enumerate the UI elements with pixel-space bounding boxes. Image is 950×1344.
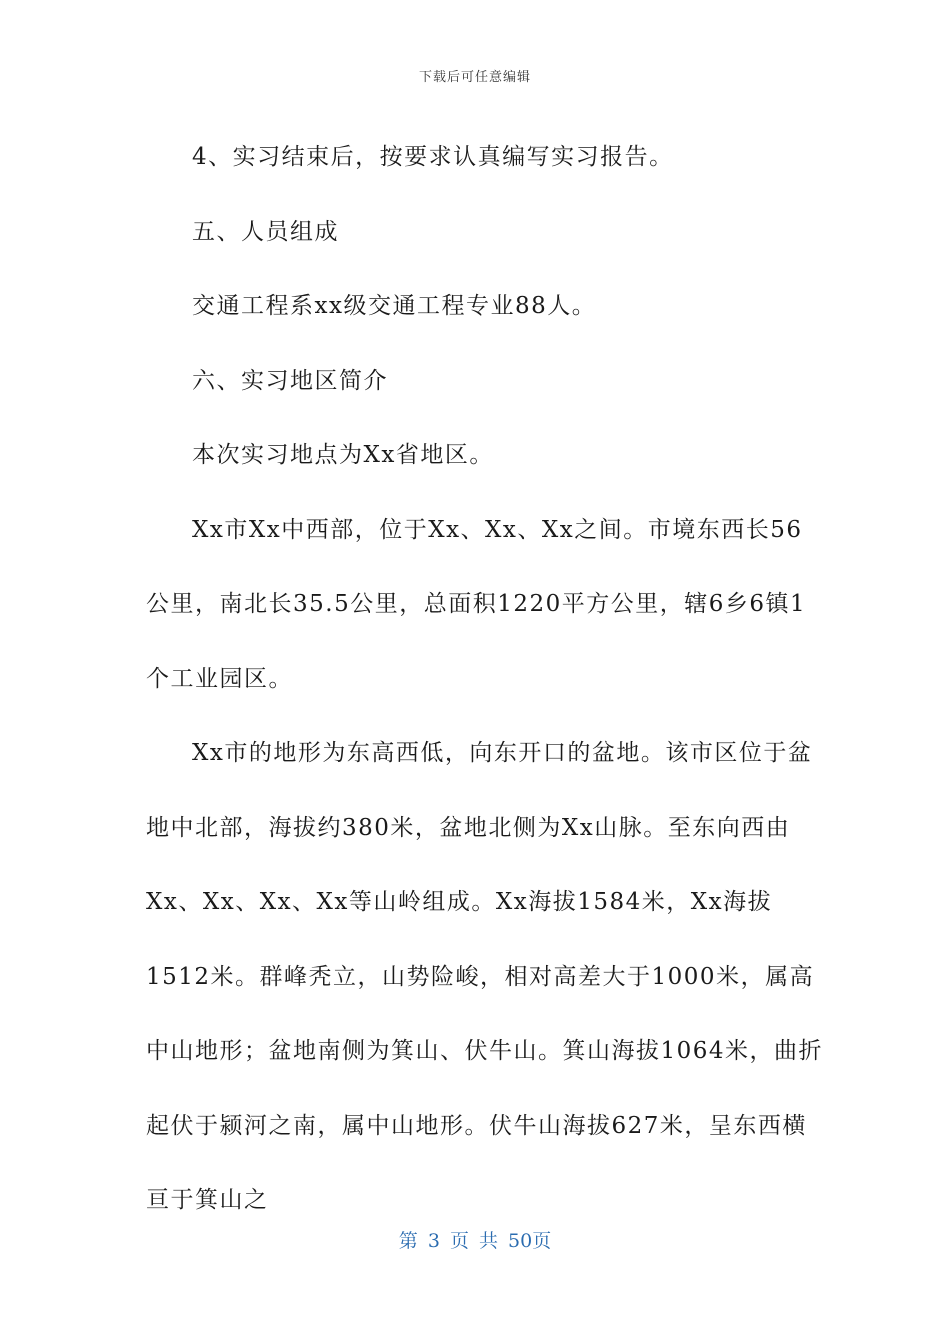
page-header-note: 下载后可任意编辑 (418, 70, 531, 85)
heading-region-intro: 六、实习地区简介 (192, 367, 388, 394)
document-body (146, 120, 826, 1238)
paragraph-terrain: Xx市的地形为东高西低，向东开口的盆地。该市区位于盆地中北部，海拔约380米，盆地北侧为Xx山脉。至东向西由Xx、Xx、Xx、Xx等山岭组成。Xx海拔1584米，Xx海拔1512米。群峰秃立，山势险峻，相对高差大于1000米，属高中山地形；盆地南侧为箕山、伏牛山。箕山海拔1064米，曲折起伏于颍河之南，属中山地形。伏牛山海拔627米，呈东西横亘于箕山之 (146, 740, 824, 1213)
paragraph-personnel: 交通工程系xx级交通工程专业88人。 (192, 293, 597, 319)
paragraph-report-requirement: 4、实习结束后，按要求认真编写实习报告。 (192, 144, 674, 170)
paragraph-location: 本次实习地点为Xx省地区。 (192, 442, 494, 468)
heading-personnel: 五、人员组成 (192, 218, 339, 245)
page-number-footer: 第 3 页 共 50页 (398, 1230, 552, 1252)
paragraph-city-overview: Xx市Xx中西部，位于Xx、Xx、Xx之间。市境东西长56公里，南北长35.5公里，总面积1220平方公里，辖6乡6镇1个工业园区。 (146, 516, 807, 692)
